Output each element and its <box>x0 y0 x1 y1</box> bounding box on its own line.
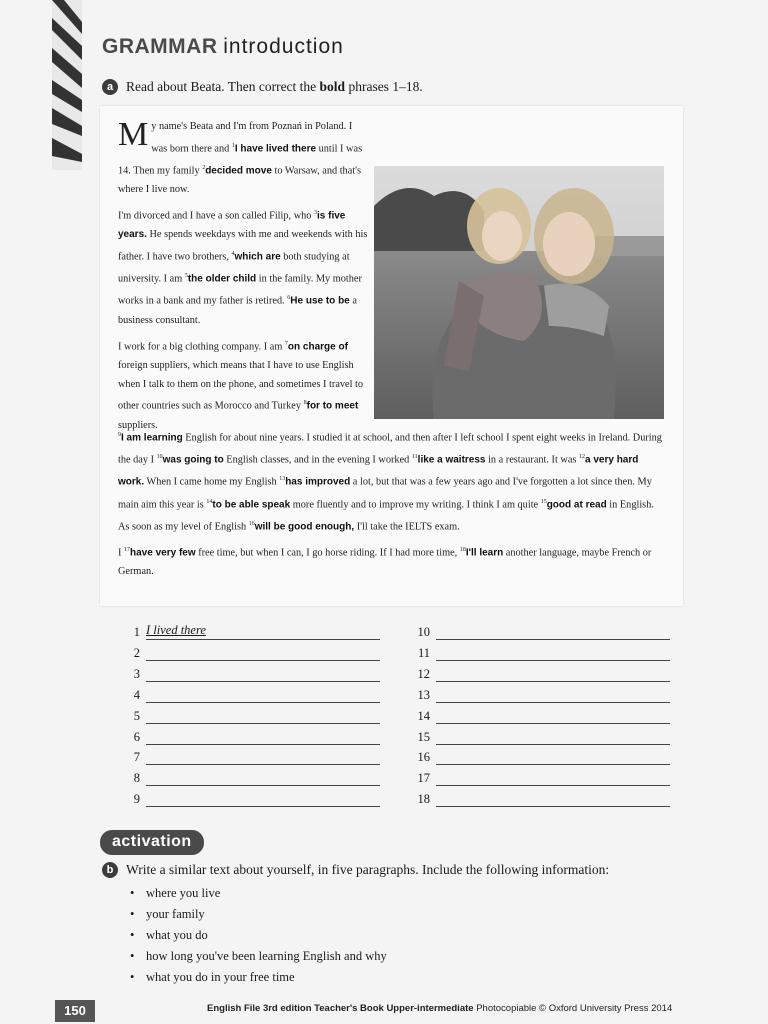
answer-row <box>120 787 380 807</box>
answer-input-line[interactable] <box>436 707 670 724</box>
answer-number: 2 <box>133 645 140 660</box>
answer-number: 14 <box>417 708 430 723</box>
activation-bullet-list <box>130 883 387 988</box>
answer-input-line[interactable] <box>146 686 380 703</box>
footer-credits <box>207 1003 672 1014</box>
answer-number: 7 <box>133 750 140 765</box>
bold-phrase: like a waitress <box>417 454 486 466</box>
answer-number: 5 <box>133 708 140 723</box>
answer-row <box>120 745 380 765</box>
bold-phrase: for to meet <box>306 400 359 412</box>
reading-text-box <box>100 106 683 606</box>
answer-input-line[interactable] <box>436 686 670 703</box>
bold-phrase: which are <box>234 251 281 263</box>
paragraph-1: My name's Beata and I'm from Poznań in Poland. I was born there and $^1$I have lived there until I was 14. Then my family $^2$decided move to Warsaw, and that's where I live now. <box>118 116 363 196</box>
answer-row <box>410 683 670 703</box>
answer-input-line[interactable] <box>436 790 670 807</box>
paragraph-2: I'm divorced and I have a son called Filip, who $^3$is five years. He spends weekdays with me and weekends with his father. I have two brothers, $^4$which are both studying at university. I am $^5$the older child in the family. My mother works in a bank and my father is retired. $^6$He use to be a business consultant. <box>118 210 368 326</box>
title-bold: GRAMMAR <box>102 35 218 58</box>
bold-phrase: to be able speak <box>212 499 291 511</box>
bold-phrase: decided move <box>205 165 272 177</box>
copyright: Photocopiable © Oxford University Press 2014 <box>476 1003 673 1014</box>
answer-row <box>410 704 670 724</box>
answer-input-line[interactable]: I lived there <box>146 623 380 640</box>
list-item: • your family <box>130 904 387 925</box>
bold-phrase: I have lived there <box>234 143 317 155</box>
answer-row <box>410 662 670 682</box>
answer-number: 15 <box>417 729 430 744</box>
answer-number: 11 <box>417 645 430 660</box>
drop-cap: M <box>118 116 149 153</box>
exercise-a-instruction <box>102 79 423 95</box>
instruction-text: Read about Beata. Then correct the bold phrases 1–18. <box>126 79 423 94</box>
answer-number: 13 <box>417 687 430 702</box>
bold-phrase: was going to <box>162 454 224 466</box>
bold-phrase: is five years. <box>118 210 346 241</box>
answer-input-line[interactable] <box>436 623 670 640</box>
answer-number: 17 <box>417 771 430 786</box>
exercise-letter-badge: b <box>102 862 118 878</box>
answer-row <box>120 620 380 640</box>
answer-number: 10 <box>417 625 430 639</box>
answer-input-line[interactable] <box>146 769 380 786</box>
text-full-width <box>118 426 663 586</box>
answer-row <box>410 725 670 745</box>
paragraph-3: I work for a big clothing company. I am $^7$on charge of foreign suppliers, which means that I have to use English when I talk to them on the phone, and sometimes I travel to other countries such as Morocco and Turkey $^8$for to meet suppliers. <box>118 340 364 431</box>
list-item: • where you live <box>130 883 387 904</box>
bold-phrase: will be good enough, <box>254 521 355 533</box>
paragraph-4: $^9$I am learning English for about nine years. I studied it at school, and then after I left school I spent eight weeks in Ireland. During the day I $^{10}$was going to English classes, and in the evening I worked $^{11}$like a waitress in a restaurant. It was $^{12}$a very hard work. When I came home my English $^{13}$has improved a lot, but that was a few years ago and I've forgotten a lot since then. My main aim this year is $^{14}$to be able speak more fluently and to improve my writing. I think I am quite $^{15}$good at read in English. As soon as my level of English $^{16}$will be good enough, I'll take the IELTS exam. <box>118 432 662 533</box>
list-item: • what you do in your free time <box>130 967 387 988</box>
text-left-column <box>118 118 370 439</box>
answer-number: 6 <box>133 729 140 744</box>
answer-input-line[interactable] <box>436 665 670 682</box>
page-number: 150 <box>55 1000 95 1022</box>
book-title: English File 3rd edition Teacher's Book Upper-intermediate <box>207 1003 474 1014</box>
answer-number: 8 <box>133 771 140 786</box>
answer-number: 16 <box>417 750 430 765</box>
answer-number: 4 <box>133 687 140 702</box>
title-rest: introduction <box>223 35 344 58</box>
answer-input-line[interactable] <box>436 769 670 786</box>
bold-phrase: He use to be <box>290 295 350 307</box>
answer-row <box>120 704 380 724</box>
bold-phrase: I'll learn <box>465 547 504 559</box>
bold-phrase: has improved <box>285 476 351 488</box>
answer-input-line[interactable] <box>436 644 670 661</box>
answer-input-line[interactable] <box>146 644 380 661</box>
answer-row <box>120 725 380 745</box>
exercise-letter-badge: a <box>102 79 118 95</box>
answer-input-line[interactable] <box>146 790 380 807</box>
answer-input-line[interactable] <box>146 665 380 682</box>
bold-phrase: I am learning <box>121 432 183 444</box>
answer-row <box>120 641 380 661</box>
answer-number: 1 <box>133 625 140 639</box>
answer-row <box>410 620 670 640</box>
answer-row <box>410 787 670 807</box>
bold-phrase: have very few <box>130 547 196 559</box>
answer-row <box>410 641 670 661</box>
answer-input-line[interactable] <box>436 748 670 765</box>
instruction-text: Write a similar text about yourself, in five paragraphs. Include the following information: <box>126 862 610 877</box>
answer-input-line[interactable] <box>146 707 380 724</box>
decorative-stripes <box>52 0 82 170</box>
answer-number: 12 <box>417 666 430 681</box>
photo-mother-and-son <box>374 166 664 419</box>
bold-phrase: a very hard work. <box>118 454 639 488</box>
page-title <box>102 34 344 59</box>
list-item: • what you do <box>130 925 387 946</box>
bold-phrase: the older child <box>187 273 257 285</box>
answer-input-line[interactable] <box>146 748 380 765</box>
exercise-b-instruction <box>102 862 609 878</box>
list-item: • how long you've been learning English and why <box>130 946 387 967</box>
bold-phrase: on charge of <box>287 340 348 352</box>
bold-phrase: good at read <box>546 499 607 511</box>
answer-row <box>120 662 380 682</box>
answer-number: 3 <box>133 666 140 681</box>
answer-number: 18 <box>417 792 430 807</box>
answer-number: 9 <box>133 792 140 807</box>
answer-input-line[interactable] <box>436 728 670 745</box>
answer-row <box>120 766 380 786</box>
activation-heading: activation <box>100 830 204 855</box>
answer-row <box>120 683 380 703</box>
paragraph-5: I $^{17}$have very few free time, but when I can, I go horse riding. If I had more time, $^{18}$I'll learn another language, maybe French or German. <box>118 547 652 578</box>
answer-row <box>410 766 670 786</box>
answer-row <box>410 745 670 765</box>
answer-input-line[interactable] <box>146 728 380 745</box>
